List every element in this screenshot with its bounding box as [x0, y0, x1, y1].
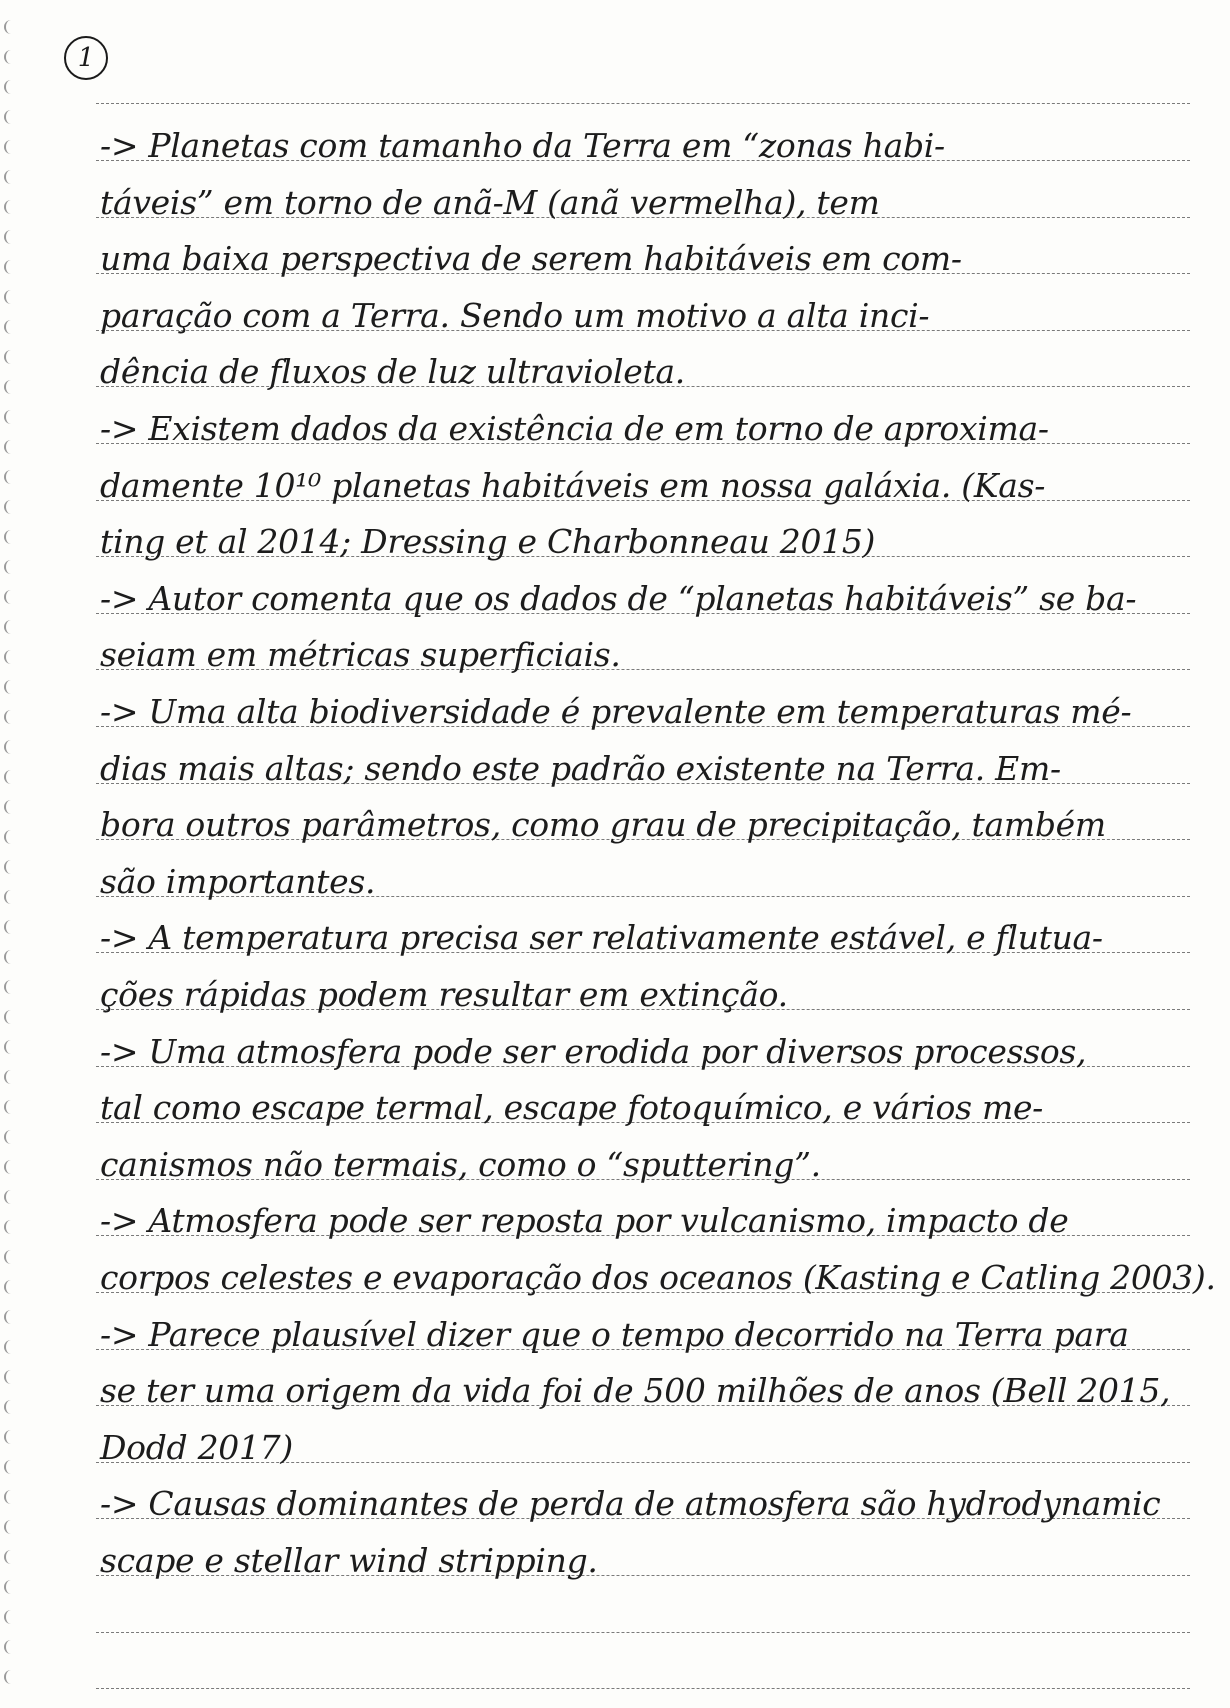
binding-hole — [4, 740, 18, 754]
binding-hole — [4, 560, 18, 574]
binding-hole — [4, 1670, 18, 1684]
binding-hole — [4, 290, 18, 304]
binding-hole — [4, 1100, 18, 1114]
binding-hole — [4, 950, 18, 964]
note-line: canismos não termais, como o “sputtering”. — [100, 1144, 821, 1184]
note-line: se ter uma origem da vida foi de 500 milhões de anos (Bell 2015, — [100, 1371, 1171, 1411]
note-line: damente 10¹⁰ planetas habitáveis em nossa galáxia. (Kas- — [100, 465, 1046, 505]
note-line: dência de fluxos de luz ultravioleta. — [100, 352, 685, 392]
note-line: -> Parece plausível dizer que o tempo decorrido na Terra para — [100, 1314, 1129, 1354]
binding-hole — [4, 320, 18, 334]
binding-hole — [4, 140, 18, 154]
binding-hole — [4, 500, 18, 514]
ruled-line — [96, 1632, 1190, 1633]
binding-hole — [4, 830, 18, 844]
binding-hole — [4, 650, 18, 664]
binding-hole — [4, 1430, 18, 1444]
binding-hole — [4, 1280, 18, 1294]
binding-hole — [4, 1490, 18, 1504]
binding-hole — [4, 410, 18, 424]
note-line: seiam em métricas superficiais. — [100, 635, 621, 675]
binding-hole — [4, 1250, 18, 1264]
binding-hole — [4, 350, 18, 364]
spiral-binding — [0, 20, 20, 1700]
binding-hole — [4, 170, 18, 184]
ruled-line — [96, 1688, 1190, 1689]
binding-hole — [4, 1070, 18, 1084]
binding-hole — [4, 920, 18, 934]
binding-hole — [4, 1160, 18, 1174]
binding-hole — [4, 1340, 18, 1354]
binding-hole — [4, 1190, 18, 1204]
note-line: -> Planetas com tamanho da Terra em “zonas habi- — [100, 126, 945, 165]
binding-hole — [4, 470, 18, 484]
binding-hole — [4, 80, 18, 94]
binding-hole — [4, 1310, 18, 1324]
binding-hole — [4, 1220, 18, 1234]
binding-hole — [4, 890, 18, 904]
binding-hole — [4, 1400, 18, 1414]
binding-hole — [4, 200, 18, 214]
binding-hole — [4, 1460, 18, 1474]
note-line: tal como escape termal, escape fotoquímico, e vários me- — [100, 1088, 1044, 1128]
note-line: -> Existem dados da existência de em torno de aproxima- — [100, 409, 1049, 448]
binding-hole — [4, 260, 18, 274]
binding-hole — [4, 710, 18, 724]
note-line: -> A temperatura precisa ser relativamente estável, e flutua- — [100, 918, 1103, 958]
page-number: 1 — [64, 36, 108, 80]
binding-hole — [4, 1370, 18, 1384]
note-line: uma baixa perspectiva de serem habitáveis em com- — [100, 239, 962, 279]
binding-hole — [4, 1010, 18, 1024]
binding-hole — [4, 590, 18, 604]
binding-hole — [4, 50, 18, 64]
binding-hole — [4, 110, 18, 124]
note-line: -> Uma alta biodiversidade é prevalente em temperaturas mé- — [100, 692, 1132, 731]
binding-hole — [4, 860, 18, 874]
note-line: scape e stellar wind stripping. — [100, 1541, 598, 1580]
binding-hole — [4, 980, 18, 994]
binding-hole — [4, 1040, 18, 1054]
binding-hole — [4, 1610, 18, 1624]
note-line: -> Atmosfera pode ser reposta por vulcanismo, impacto de — [100, 1201, 1069, 1241]
note-line: são importantes. — [100, 861, 376, 901]
binding-hole — [4, 380, 18, 394]
binding-hole — [4, 530, 18, 544]
note-line: bora outros parâmetros, como grau de precipitação, também — [100, 805, 1106, 845]
binding-hole — [4, 680, 18, 694]
binding-hole — [4, 1520, 18, 1534]
note-line: ting et al 2014; Dressing e Charbonneau 2015) — [100, 522, 876, 562]
binding-hole — [4, 440, 18, 454]
binding-hole — [4, 1550, 18, 1564]
note-line: ções rápidas podem resultar em extinção. — [100, 975, 788, 1014]
binding-hole — [4, 1580, 18, 1594]
binding-hole — [4, 800, 18, 814]
binding-hole — [4, 230, 18, 244]
note-line: dias mais altas; sendo este padrão existente na Terra. Em- — [100, 748, 1061, 788]
note-line: táveis” em torno de anã-M (anã vermelha), tem — [100, 182, 880, 222]
binding-hole — [4, 1640, 18, 1654]
note-line: corpos celestes e evaporação dos oceanos (Kasting e Catling 2003). — [100, 1258, 1216, 1297]
note-line: -> Autor comenta que os dados de “planetas habitáveis” se ba- — [100, 578, 1137, 618]
binding-hole — [4, 620, 18, 634]
binding-hole — [4, 770, 18, 784]
note-line: paração com a Terra. Sendo um motivo a alta inci- — [100, 295, 930, 335]
binding-hole — [4, 20, 18, 34]
binding-hole — [4, 1130, 18, 1144]
ruled-line — [96, 103, 1190, 104]
note-line: Dodd 2017) — [100, 1427, 293, 1467]
note-line: -> Uma atmosfera pode ser erodida por diversos processos, — [100, 1031, 1087, 1071]
note-line: -> Causas dominantes de perda de atmosfera são hydrodynamic — [100, 1484, 1161, 1524]
